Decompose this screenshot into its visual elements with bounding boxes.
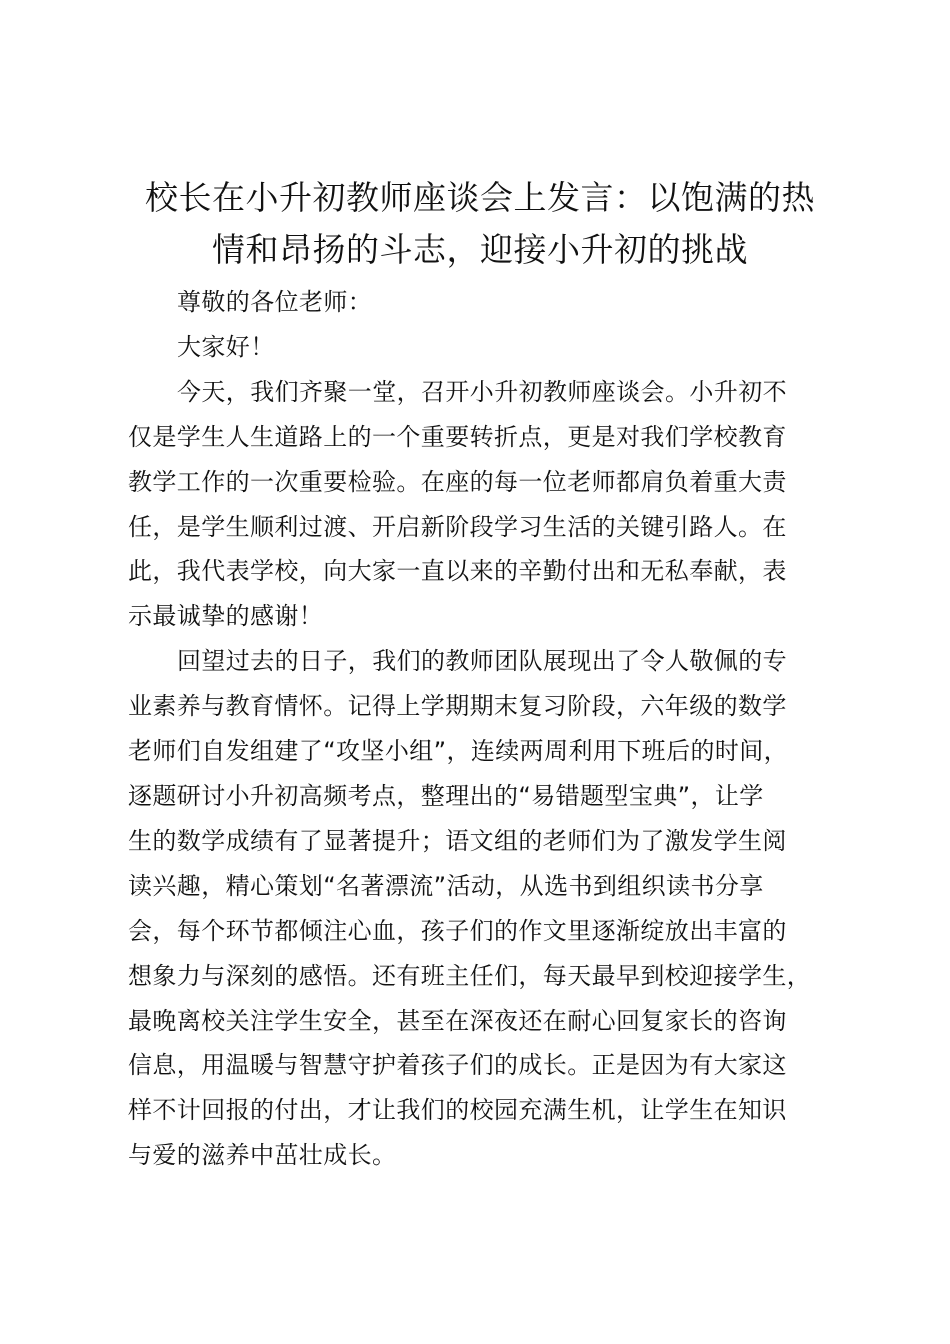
- document-title: [120, 172, 840, 276]
- paragraph-line: 今天，我们齐聚一堂，召开小升初教师座谈会。小升初不: [177, 377, 787, 406]
- paragraph-line: 信息，用温暖与智慧守护着孩子们的成长。正是因为有大家这: [128, 1051, 787, 1080]
- salutation-paragraph: [128, 280, 836, 325]
- paragraph-line: 仅是学生人生道路上的一个重要转折点，更是对我们学校教育: [128, 422, 787, 451]
- title-line: 情和昂扬的斗志，迎接小升初的挑战: [212, 230, 748, 269]
- paragraph-line: 逐题研讨小升初高频考点，整理出的“易错题型宝典”，让学: [128, 781, 764, 810]
- body-paragraph-2: [128, 639, 836, 1178]
- paragraph-line: 教学工作的一次重要检验。在座的每一位老师都肩负着重大责: [128, 467, 787, 496]
- paragraph-line: 老师们自发组建了“攻坚小组”，连续两周利用下班后的时间，: [128, 737, 789, 766]
- paragraph-line: 回望过去的日子，我们的教师团队展现出了令人敬佩的专: [177, 647, 787, 676]
- paragraph-line: 任，是学生顺利过渡、开启新阶段学习生活的关键引路人。在: [128, 512, 787, 541]
- paragraph-line: 此，我代表学校，向大家一直以来的辛勤付出和无私奉献，表: [128, 557, 787, 586]
- paragraph-line: 想象力与深刻的感悟。还有班主任们，每天最早到校迎接学生，: [128, 961, 812, 990]
- greeting-paragraph: [128, 325, 836, 370]
- greeting-line: 大家好！: [177, 332, 275, 361]
- paragraph-line: 最晚离校关注学生安全，甚至在深夜还在耐心回复家长的咨询: [128, 1006, 787, 1035]
- title-line: 校长在小升初教师座谈会上发言：以饱满的热: [145, 178, 815, 217]
- paragraph-line: 示最诚挚的感谢！: [128, 602, 324, 631]
- paragraph-line: 样不计回报的付出，才让我们的校园充满生机，让学生在知识: [128, 1096, 787, 1125]
- paragraph-line: 读兴趣，精心策划“名著漂流”活动，从选书到组织读书分享: [128, 871, 764, 900]
- paragraph-line: 生的数学成绩有了显著提升；语文组的老师们为了激发学生阅: [128, 826, 787, 855]
- paragraph-line: 与爱的滋养中茁壮成长。: [128, 1141, 397, 1170]
- paragraph-line: 业素养与教育情怀。记得上学期期末复习阶段，六年级的数学: [128, 692, 787, 721]
- salutation-line: 尊敬的各位老师：: [177, 288, 373, 316]
- document-body: [128, 280, 836, 1178]
- body-paragraph-1: [128, 370, 836, 639]
- paragraph-line: 会，每个环节都倾注心血，孩子们的作文里逐渐绽放出丰富的: [128, 916, 787, 945]
